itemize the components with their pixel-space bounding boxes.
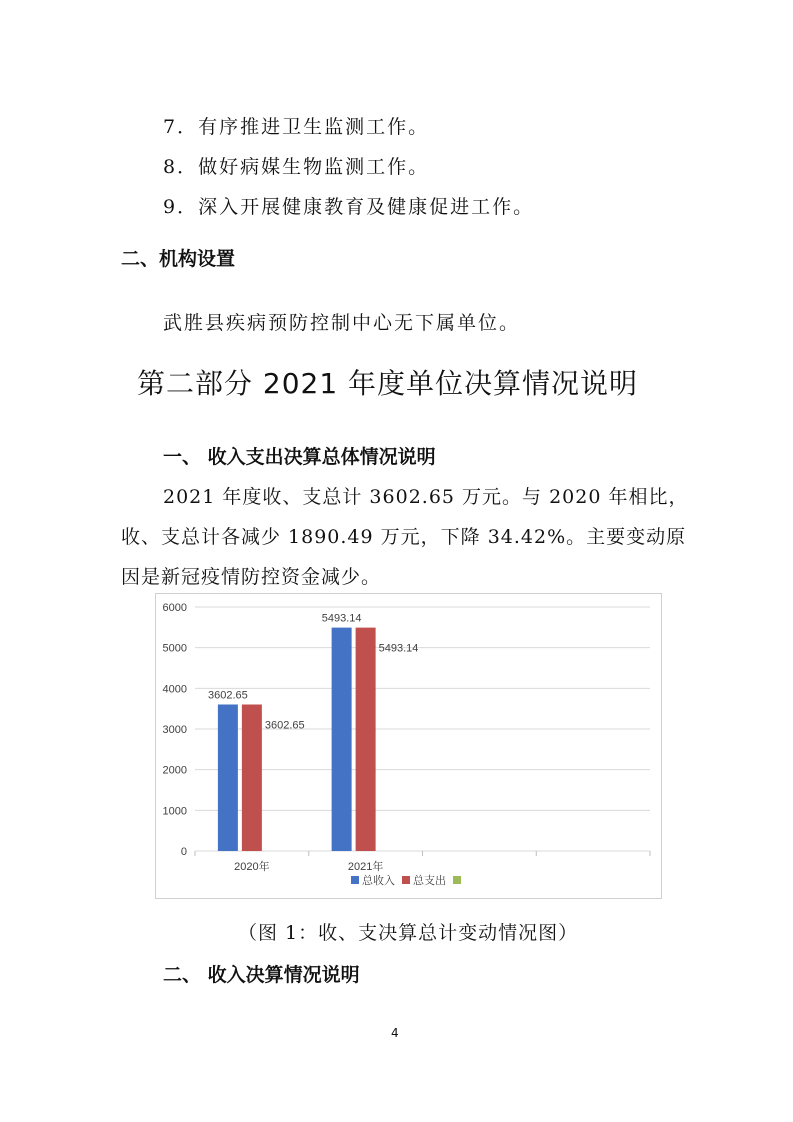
subheading-income: 二、 收入决算情况说明: [163, 964, 360, 986]
data-label: 5493.14: [378, 642, 419, 655]
org-text: 武胜县疾病预防控制中心无下属单位。: [163, 312, 521, 334]
income-expense-chart: [155, 593, 662, 899]
legend-swatch: [351, 876, 359, 884]
y-tick-label: 2000: [162, 764, 187, 777]
y-tick-label: 6000: [162, 602, 187, 614]
list-item-8: 8．做好病媒生物监测工作。: [163, 156, 430, 178]
data-label: 3602.65: [207, 689, 248, 702]
x-tick-label: 2021年: [347, 861, 384, 873]
section-heading-org: 二、机构设置: [121, 248, 236, 270]
list-item-7: 7．有序推进卫生监测工作。: [163, 116, 430, 138]
legend-swatch: [453, 876, 461, 884]
x-tick-label: 2020年: [234, 861, 270, 873]
data-label: 3602.65: [264, 719, 305, 732]
bar: [332, 628, 352, 851]
paragraph-line-3: 因是新冠疫情防控资金减少。: [121, 566, 382, 588]
bar: [242, 704, 262, 851]
figure-caption: （图 1：收、支决算总计变动情况图）: [238, 922, 579, 944]
subheading-income-expense: 一、 收入支出决算总体情况说明: [163, 446, 436, 468]
y-tick-label: 4000: [162, 683, 187, 696]
y-tick-label: 0: [180, 846, 187, 858]
legend-label: 总收入: [362, 875, 395, 887]
bar: [356, 628, 376, 851]
legend-label: 总支出: [413, 875, 446, 887]
y-tick-label: 3000: [162, 724, 187, 736]
bar: [218, 704, 238, 851]
paragraph-line-2: 收、支总计各减少 1890.49 万元，下降 34.42%。主要变动原: [121, 526, 687, 548]
y-tick-label: 5000: [162, 642, 187, 655]
page-number: 4: [391, 1026, 399, 1040]
data-label: 5493.14: [321, 612, 362, 625]
y-tick-label: 1000: [162, 805, 187, 818]
part-title: 第二部分 2021 年度单位决算情况说明: [137, 367, 639, 400]
legend-swatch: [402, 876, 410, 884]
list-item-9: 9．深入开展健康教育及健康促进工作。: [163, 196, 535, 218]
paragraph-line-1: 2021 年度收、支总计 3602.65 万元。与 2020 年相比，: [163, 486, 689, 508]
